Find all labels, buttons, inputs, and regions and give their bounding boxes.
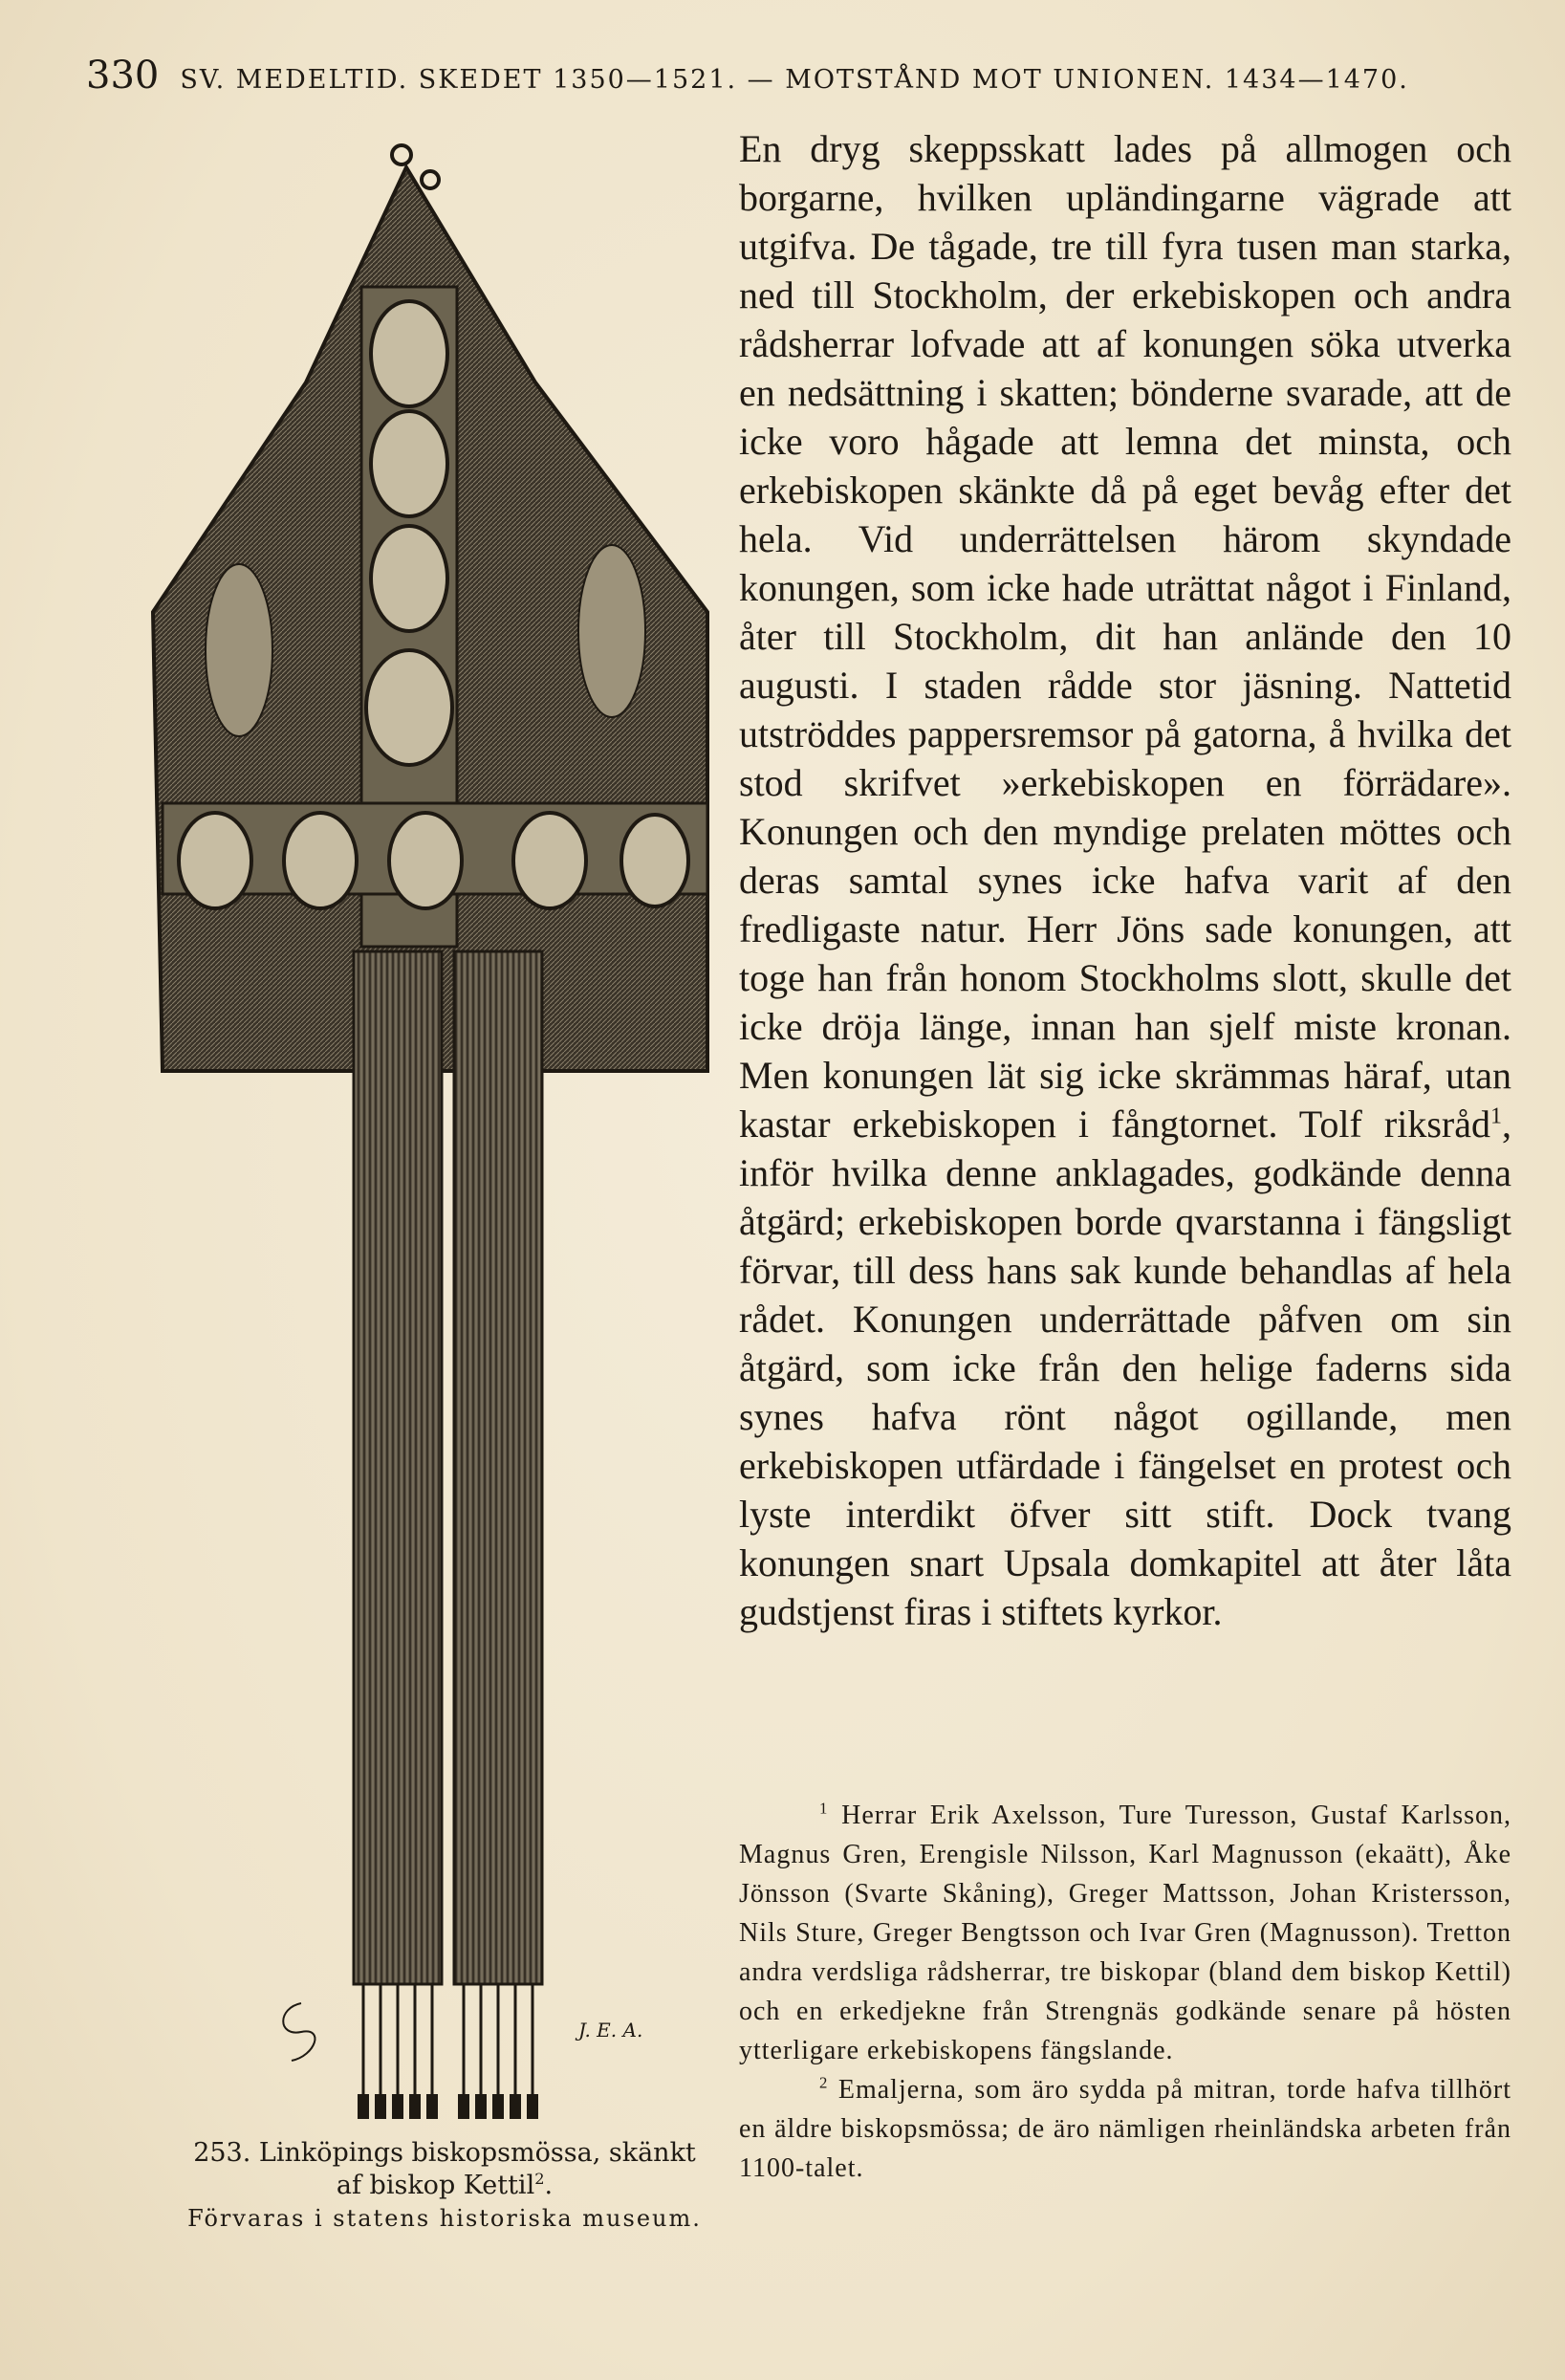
running-title: SV. MEDELTID. SKEDET 1350—1521. — MOTSTÅND MOT UNIONEN. 1434—1470. [180, 65, 1409, 95]
running-head [86, 54, 1520, 98]
footnote-2 [739, 2070, 1511, 2188]
footnote-1-number: 1 [819, 1799, 829, 1818]
page-number: 330 [86, 54, 160, 98]
caption-line-2: af biskop Kettil [336, 2171, 535, 2200]
footnote-1-text: Herrar Erik Axelsson, Ture Turesson, Gustaf Karlsson, Magnus Gren, Erengisle Nilsson, Karl Magnusson (ekaätt), Åke Jönsson (Svarte Skåning), Greger Mattsson, Johan Kristersson, Nils Sture, Greger Bengtsson och Ivar Gren (Magnusson). Tretton andra verdsliga rådsherrar, tre biskopar (bland dem biskop Kettil) och en erkedjekne från Strengnäs godkände senare på hösten ytterligare erkebiskopens fängslande. [739, 1801, 1512, 2065]
footnote-2-number: 2 [819, 2073, 829, 2092]
figure-caption: 253. Linköpings biskopsmössa, skänkt af biskop Kettil$^2$. Förvaras i statens historiska museum. [163, 2137, 727, 2235]
caption-line-3: Förvaras i statens historiska museum. [187, 2205, 702, 2232]
body-paragraph [739, 124, 1511, 1636]
caption-line-1: 253. Linköpings biskopsmössa, skänkt [193, 2138, 696, 2168]
footnote-2-text: Emaljerna, som äro sydda på mitran, torde hafva tillhört en äldre biskopsmössa; de äro nämligen rheinländska arbeten från 1100-talet. [739, 2075, 1511, 2183]
body-text-part-1: En dryg skeppsskatt lades på allmogen och borgarne, hvilken upländingarne vägrade att utgifva. De tågade, tre till fyra tusen man starka, ned till Stockholm, der erkebiskopen och andra rådsherrar lofvade att af konungen söka utverka en nedsättning i skatten; bönderne svarade, att de icke voro hågade att lemna det minsta, och erkebiskopen skänkte då på eget bevåg efter det hela. Vid underrättelsen härom skyndade konungen, som icke hade uträttat något i Finland, åter till Stockholm, dit han anlände den 10 augusti. I staden rådde stor jäsning. Nattetid utströddes pappersremsor på gatorna, å hvilka det stod skrifvet »erkebiskopen en förrädare». Konungen och den myndige prelaten möttes och deras samtal synes icke hafva varit af den fredligaste natur. Herr Jöns sade konungen, att toge han från honom Stockholms slott, skulle det icke dröja länge, innan han sjelf miste kronan. Men konungen lät sig icke skrämmas häraf, utan kastar erkebiskopen i fångtornet. Tolf riksråd [739, 127, 1511, 1146]
mitre-illustration [134, 134, 727, 2132]
body-text [739, 124, 1511, 1636]
body-text-part-2: , inför hvilka denne anklagades, godkände denna åtgärd; erkebiskopen borde qvarstanna i fängsligt förvar, till dess hans sak kunde behandlas af hela rådet. Konungen underrättade påfven om sin åtgärd, som icke från den helige faderns sida synes hafva rönt något ogillande, men erkebiskopen utfärdade i fängelset en protest och lyste interdikt öfver sitt stift. Dock tvang konungen snart Upsala domkapitel att åter låta gudstjenst firas i stiftets kyrkor. [739, 1103, 1511, 1633]
footnotes [739, 1796, 1511, 2188]
engraver-mark: J. E. A. [578, 2019, 643, 2042]
footnote-ref-1: 1 [1490, 1103, 1502, 1129]
caption-note-ref: 2 [534, 2170, 545, 2188]
footnote-1 [739, 1796, 1511, 2070]
